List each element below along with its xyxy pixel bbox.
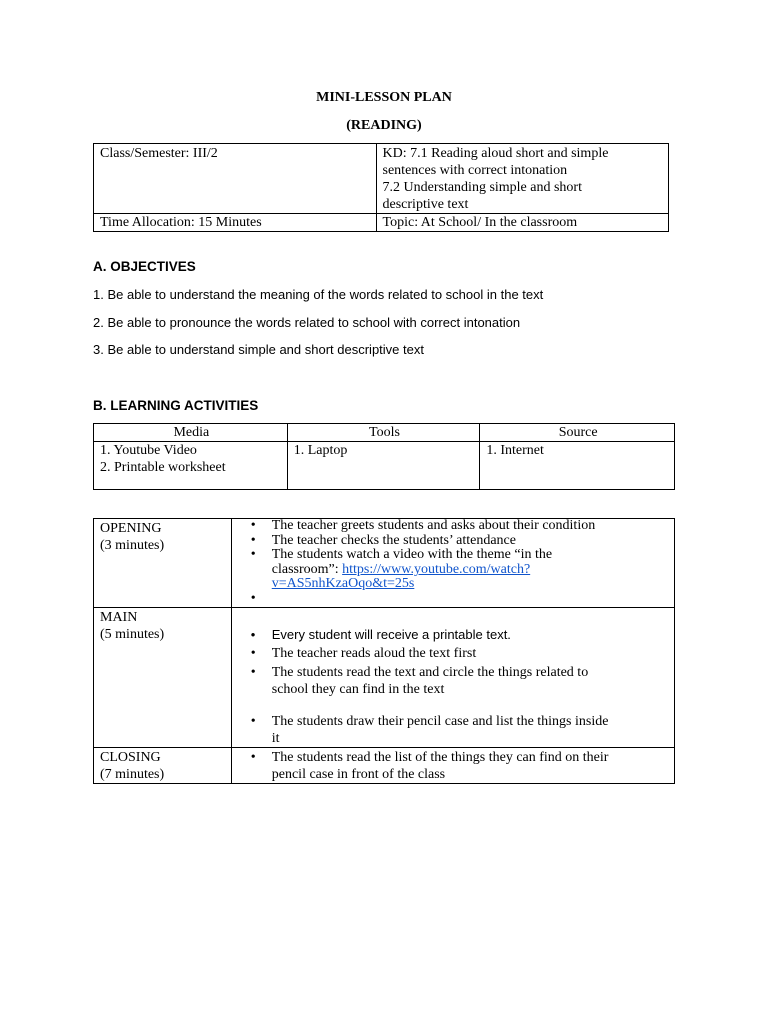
class-semester-cell bbox=[94, 144, 377, 214]
opening-bullet-3-line-2: classroom”: bbox=[271, 561, 343, 577]
media-item-2: 2. Printable worksheet bbox=[100, 460, 226, 475]
closing-row bbox=[94, 747, 675, 783]
activities-table bbox=[93, 423, 675, 490]
opening-bullet-3-line-1: The students watch a video with the theme “in the bbox=[271, 547, 553, 563]
main-bullet-2 bbox=[238, 645, 670, 662]
kd-line-1: KD: 7.1 Reading aloud short and simple bbox=[382, 146, 609, 161]
activities-body-row bbox=[94, 442, 675, 490]
source-item-1: 1. Internet bbox=[486, 443, 544, 458]
opening-bullet-4-empty bbox=[238, 592, 670, 607]
bullet-icon: • bbox=[250, 713, 256, 729]
main-bullet-1 bbox=[238, 626, 670, 643]
info-table bbox=[93, 143, 669, 232]
bullet-icon: • bbox=[250, 590, 256, 606]
opening-label-cell bbox=[94, 519, 232, 608]
class-semester-text: Class/Semester: III/2 bbox=[100, 146, 218, 161]
media-item-1: 1. Youtube Video bbox=[100, 443, 197, 458]
opening-row bbox=[94, 519, 675, 608]
kd-line-3: 7.2 Understanding simple and short bbox=[382, 180, 582, 195]
bullet-icon: • bbox=[250, 749, 256, 765]
opening-bullet-3 bbox=[238, 548, 670, 592]
info-row-top bbox=[94, 144, 669, 214]
kd-line-2: sentences with correct intonation bbox=[382, 163, 568, 178]
page-title: MINI-LESSON PLAN bbox=[316, 90, 452, 105]
time-allocation-cell bbox=[94, 214, 377, 232]
opening-bullet-1-text: The teacher greets students and asks about their condition bbox=[271, 518, 596, 533]
closing-duration: (7 minutes) bbox=[100, 766, 165, 782]
time-allocation-text: Time Allocation: 15 Minutes bbox=[100, 215, 262, 230]
objective-item-1: 1. Be able to understand the meaning of the words related to school in the text bbox=[93, 287, 544, 302]
closing-bullet-1 bbox=[238, 749, 670, 783]
youtube-link-line-2: v=AS5nhKzaOqo&t=25s bbox=[271, 576, 415, 592]
bullet-icon: • bbox=[250, 645, 256, 661]
tools-column-header: Tools bbox=[287, 424, 480, 442]
main-label-cell bbox=[94, 607, 232, 747]
main-bullet-4 bbox=[238, 713, 670, 747]
info-row-bottom bbox=[94, 214, 669, 232]
bullet-icon: • bbox=[250, 664, 256, 680]
learning-activities-heading: B. LEARNING ACTIVITIES bbox=[93, 398, 259, 413]
opening-label: OPENING bbox=[100, 521, 162, 536]
kd-line-4: descriptive text bbox=[382, 197, 469, 212]
main-row bbox=[94, 607, 675, 747]
opening-duration: (3 minutes) bbox=[100, 538, 165, 553]
source-column-header: Source bbox=[480, 424, 675, 442]
opening-bullet-2-text: The teacher checks the students’ attendance bbox=[271, 532, 516, 548]
main-bullet-2-text: The teacher reads aloud the text first bbox=[271, 645, 477, 661]
main-bullet-4-line-2: it bbox=[271, 730, 280, 746]
tools-cell bbox=[287, 442, 480, 490]
closing-label: CLOSING bbox=[100, 749, 161, 765]
bullet-icon: • bbox=[250, 626, 256, 642]
main-bullet-3-line-1: The students read the text and circle the things related to bbox=[271, 664, 589, 680]
main-bullet-3 bbox=[238, 664, 670, 698]
media-cell bbox=[94, 442, 288, 490]
objective-item-3: 3. Be able to understand simple and short descriptive text bbox=[93, 342, 424, 357]
procedure-table bbox=[93, 518, 675, 784]
objectives-heading: A. OBJECTIVES bbox=[93, 259, 196, 274]
bullet-icon: • bbox=[250, 532, 256, 548]
opening-bullet-list bbox=[238, 519, 670, 607]
main-label: MAIN bbox=[100, 609, 138, 625]
topic-cell bbox=[376, 214, 668, 232]
opening-bullet-1 bbox=[238, 519, 670, 534]
main-bullet-1-text: Every student will receive a printable text. bbox=[271, 626, 511, 642]
youtube-link-line-1: https://www.youtube.com/watch? bbox=[342, 561, 531, 577]
closing-bullet-1-line-1: The students read the list of the things they can find on their bbox=[271, 749, 609, 765]
objective-item-2: 2. Be able to pronounce the words related to school with correct intonation bbox=[93, 315, 521, 330]
tools-item-1: 1. Laptop bbox=[293, 443, 348, 458]
kd-cell bbox=[376, 144, 668, 214]
topic-text: Topic: At School/ In the classroom bbox=[382, 215, 578, 230]
opening-activities-cell bbox=[231, 519, 674, 608]
main-activities-cell bbox=[231, 607, 674, 747]
page-subtitle: (READING) bbox=[346, 118, 422, 133]
opening-bullet-2 bbox=[238, 534, 670, 549]
main-bullet-3-line-2: school they can find in the text bbox=[271, 681, 445, 697]
bullet-icon: • bbox=[250, 518, 256, 533]
source-cell bbox=[480, 442, 675, 490]
closing-label-cell bbox=[94, 747, 232, 783]
closing-bullet-1-line-2: pencil case in front of the class bbox=[271, 766, 446, 782]
main-duration: (5 minutes) bbox=[100, 626, 165, 642]
closing-activities-cell bbox=[231, 747, 674, 783]
main-bullet-list bbox=[238, 626, 670, 747]
activities-header-row bbox=[94, 424, 675, 442]
main-bullet-4-line-1: The students draw their pencil case and list the things inside bbox=[271, 713, 609, 729]
media-column-header: Media bbox=[94, 424, 288, 442]
closing-bullet-list bbox=[238, 749, 670, 783]
bullet-icon: • bbox=[250, 547, 256, 563]
